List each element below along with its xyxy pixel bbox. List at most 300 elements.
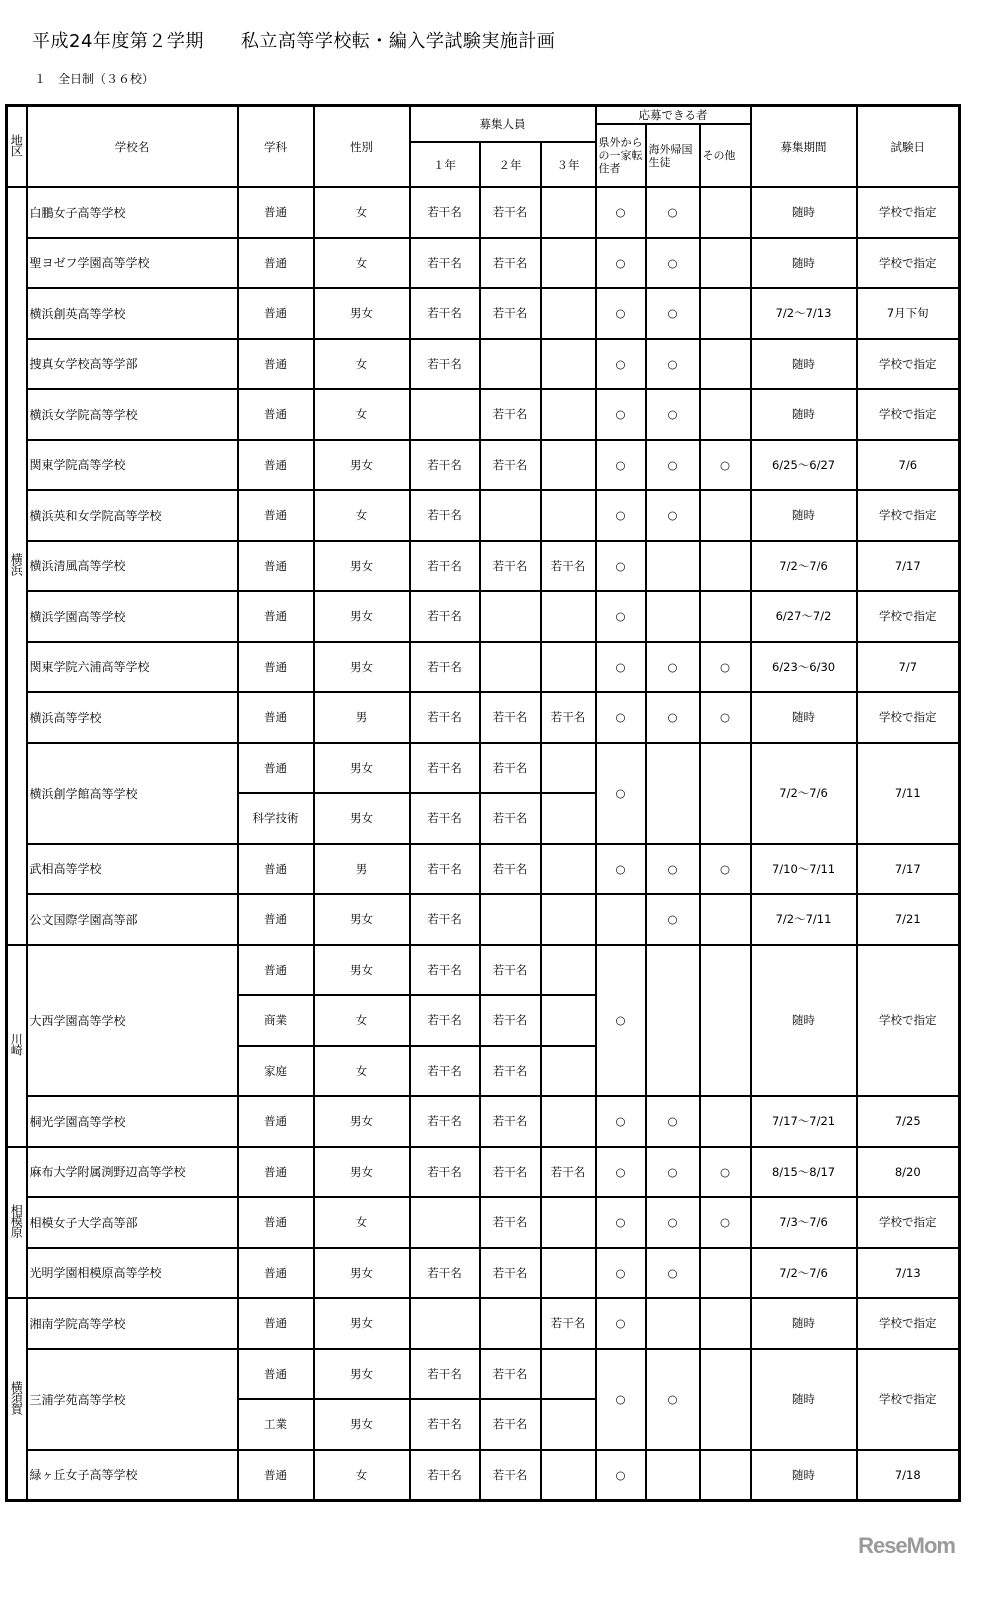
region-cell: [7, 187, 27, 945]
school-name: 関東学院高等学校: [27, 440, 238, 491]
year1-quota: 若干名: [410, 1147, 480, 1198]
dept-cell: 普通: [238, 692, 314, 743]
year2-quota: 若干名: [480, 1197, 541, 1248]
application-period: 随時: [751, 187, 857, 238]
year3-quota: [541, 187, 596, 238]
applicant-relocation-mark: ○: [596, 692, 646, 743]
exam-date: 7/13: [857, 1248, 960, 1299]
year3-quota: [541, 490, 596, 541]
year3-quota: [541, 1349, 596, 1400]
region-label: 横浜: [9, 553, 24, 576]
application-period: 7/2～7/13: [751, 288, 857, 339]
region-cell: [7, 945, 27, 1147]
applicant-returnee-mark: [646, 1298, 700, 1349]
year2-quota: 若干名: [480, 541, 541, 592]
gender-cell: 女: [314, 1046, 410, 1097]
year3-quota: [541, 238, 596, 289]
table-row: [7, 1248, 960, 1299]
table-row: [7, 1298, 960, 1349]
year3-quota: [541, 1096, 596, 1147]
applicant-relocation-mark: ○: [596, 288, 646, 339]
applicant-returnee-mark: ○: [646, 642, 700, 693]
applicant-returnee-mark: [646, 1450, 700, 1501]
dept-cell: 普通: [238, 743, 314, 794]
region-cell: [7, 1147, 27, 1299]
gender-cell: 男女: [314, 440, 410, 491]
year1-quota: 若干名: [410, 844, 480, 895]
school-name: 捜真女学校高等学部: [27, 339, 238, 390]
dept-cell: 普通: [238, 389, 314, 440]
table-row: [7, 591, 960, 642]
applicant-returnee-mark: ○: [646, 238, 700, 289]
applicant-relocation-mark: ○: [596, 1248, 646, 1299]
year3-quota: [541, 894, 596, 945]
year2-quota: 若干名: [480, 743, 541, 794]
exam-date: 学校で指定: [857, 238, 960, 289]
dept-cell: 普通: [238, 440, 314, 491]
applicant-relocation-mark: ○: [596, 844, 646, 895]
applicant-relocation-mark: ○: [596, 1096, 646, 1147]
applicant-other-mark: [700, 238, 751, 289]
school-name: 横浜女学院高等学校: [27, 389, 238, 440]
applicant-other-mark: [700, 541, 751, 592]
applicant-returnee-mark: [646, 743, 700, 844]
year3-quota: [541, 389, 596, 440]
header-gender: 性別: [314, 106, 410, 188]
table-row: [7, 238, 960, 289]
year2-quota: 若干名: [480, 1349, 541, 1400]
year1-quota: 若干名: [410, 1096, 480, 1147]
applicant-other-mark: [700, 1248, 751, 1299]
dept-cell: 普通: [238, 642, 314, 693]
application-period: 随時: [751, 1298, 857, 1349]
applicant-returnee-mark: ○: [646, 844, 700, 895]
applicant-relocation-mark: ○: [596, 1197, 646, 1248]
applicant-other-mark: [700, 591, 751, 642]
applicant-relocation-mark: ○: [596, 743, 646, 844]
gender-cell: 女: [314, 490, 410, 541]
year2-quota: 若干名: [480, 238, 541, 289]
applicant-relocation-mark: ○: [596, 1298, 646, 1349]
school-name: 湘南学院高等学校: [27, 1298, 238, 1349]
table-row: [7, 389, 960, 440]
applicant-other-mark: ○: [700, 692, 751, 743]
dept-cell: 科学技術: [238, 793, 314, 844]
region-label: 横須賀: [9, 1380, 24, 1414]
year1-quota: 若干名: [410, 339, 480, 390]
applicant-other-mark: [700, 339, 751, 390]
exam-date: 学校で指定: [857, 1349, 960, 1450]
exam-schedule-table: [5, 104, 961, 1502]
dept-cell: 普通: [238, 1197, 314, 1248]
dept-cell: 普通: [238, 1450, 314, 1501]
section-heading: １ 全日制（３６校）: [34, 72, 155, 86]
year3-quota: 若干名: [541, 692, 596, 743]
header-year2: ２年: [480, 142, 541, 187]
exam-date: 学校で指定: [857, 591, 960, 642]
year1-quota: [410, 389, 480, 440]
application-period: 6/27～7/2: [751, 591, 857, 642]
gender-cell: 男女: [314, 1399, 410, 1450]
applicant-other-mark: [700, 490, 751, 541]
applicant-relocation-mark: ○: [596, 945, 646, 1097]
year3-quota: [541, 591, 596, 642]
year1-quota: 若干名: [410, 1046, 480, 1097]
header-recruit: 募集人員: [410, 106, 596, 143]
gender-cell: 男: [314, 692, 410, 743]
applicant-returnee-mark: [646, 591, 700, 642]
dept-cell: 普通: [238, 1147, 314, 1198]
header-applicant-returnee: 海外帰国生徒: [646, 124, 700, 187]
exam-date: 学校で指定: [857, 1298, 960, 1349]
year3-quota: [541, 945, 596, 996]
header-region: 地区: [7, 106, 27, 188]
table-row: [7, 1147, 960, 1198]
applicant-other-mark: [700, 1298, 751, 1349]
dept-cell: 普通: [238, 187, 314, 238]
dept-cell: 普通: [238, 339, 314, 390]
gender-cell: 男女: [314, 591, 410, 642]
gender-cell: 男女: [314, 1096, 410, 1147]
region-cell: [7, 1298, 27, 1500]
applicant-other-mark: [700, 743, 751, 844]
applicant-other-mark: [700, 894, 751, 945]
school-name: 関東学院六浦高等学校: [27, 642, 238, 693]
applicant-returnee-mark: ○: [646, 1349, 700, 1450]
table-row: [7, 541, 960, 592]
year1-quota: 若干名: [410, 591, 480, 642]
gender-cell: 男女: [314, 642, 410, 693]
table-row: [7, 894, 960, 945]
application-period: 随時: [751, 238, 857, 289]
year1-quota: 若干名: [410, 541, 480, 592]
year1-quota: 若干名: [410, 187, 480, 238]
application-period: 随時: [751, 692, 857, 743]
applicant-relocation-mark: [596, 894, 646, 945]
gender-cell: 女: [314, 238, 410, 289]
application-period: 随時: [751, 1450, 857, 1501]
gender-cell: 女: [314, 1197, 410, 1248]
header-dept: 学科: [238, 106, 314, 188]
year3-quota: 若干名: [541, 541, 596, 592]
resemom-watermark-logo: ReseMom: [858, 1533, 955, 1558]
application-period: 7/2～7/6: [751, 743, 857, 844]
year1-quota: 若干名: [410, 894, 480, 945]
table-row: [7, 288, 960, 339]
gender-cell: 男女: [314, 1147, 410, 1198]
gender-cell: 女: [314, 339, 410, 390]
table-row: [7, 945, 960, 996]
school-name: 横浜創英高等学校: [27, 288, 238, 339]
table-row: [7, 844, 960, 895]
dept-cell: 普通: [238, 1248, 314, 1299]
year2-quota: 若干名: [480, 288, 541, 339]
applicant-returnee-mark: ○: [646, 288, 700, 339]
header-period: 募集期間: [751, 106, 857, 188]
year3-quota: [541, 743, 596, 794]
year2-quota: 若干名: [480, 1046, 541, 1097]
gender-cell: 女: [314, 187, 410, 238]
dept-cell: 普通: [238, 238, 314, 289]
school-name: 横浜清風高等学校: [27, 541, 238, 592]
header-applicant-other: その他: [700, 124, 751, 187]
year3-quota: [541, 1197, 596, 1248]
table-row: [7, 1096, 960, 1147]
applicant-other-mark: ○: [700, 1197, 751, 1248]
exam-date: 7月下旬: [857, 288, 960, 339]
year1-quota: 若干名: [410, 945, 480, 996]
application-period: 随時: [751, 389, 857, 440]
exam-date: 学校で指定: [857, 490, 960, 541]
table-row: [7, 187, 960, 238]
applicant-other-mark: [700, 288, 751, 339]
table-row: [7, 642, 960, 693]
exam-date: 7/21: [857, 894, 960, 945]
year1-quota: 若干名: [410, 1399, 480, 1450]
region-label: 川崎: [9, 1033, 24, 1055]
year1-quota: 若干名: [410, 793, 480, 844]
gender-cell: 男女: [314, 894, 410, 945]
year1-quota: 若干名: [410, 692, 480, 743]
application-period: 7/2～7/6: [751, 1248, 857, 1299]
year2-quota: 若干名: [480, 440, 541, 491]
applicant-relocation-mark: ○: [596, 187, 646, 238]
year3-quota: [541, 1399, 596, 1450]
application-period: 7/2～7/6: [751, 541, 857, 592]
application-period: 随時: [751, 490, 857, 541]
year1-quota: 若干名: [410, 1248, 480, 1299]
applicant-other-mark: [700, 1349, 751, 1450]
table-row: [7, 490, 960, 541]
header-year1: １年: [410, 142, 480, 187]
exam-date: 学校で指定: [857, 187, 960, 238]
applicant-relocation-mark: ○: [596, 339, 646, 390]
year3-quota: 若干名: [541, 1147, 596, 1198]
year2-quota: [480, 642, 541, 693]
header-applicants: 応募できる者: [596, 106, 751, 125]
applicant-returnee-mark: ○: [646, 1147, 700, 1198]
year2-quota: 若干名: [480, 1450, 541, 1501]
table-row: [7, 1197, 960, 1248]
gender-cell: 男女: [314, 945, 410, 996]
gender-cell: 男女: [314, 1298, 410, 1349]
table-row: [7, 692, 960, 743]
gender-cell: 男女: [314, 288, 410, 339]
applicant-relocation-mark: ○: [596, 591, 646, 642]
year1-quota: 若干名: [410, 490, 480, 541]
school-name: 三浦学苑高等学校: [27, 1349, 238, 1450]
gender-cell: 女: [314, 389, 410, 440]
year2-quota: 若干名: [480, 793, 541, 844]
table-row: [7, 339, 960, 390]
application-period: 6/25～6/27: [751, 440, 857, 491]
application-period: 随時: [751, 945, 857, 1097]
application-period: 7/3～7/6: [751, 1197, 857, 1248]
applicant-returnee-mark: ○: [646, 389, 700, 440]
year3-quota: [541, 339, 596, 390]
school-name: 聖ヨゼフ学園高等学校: [27, 238, 238, 289]
gender-cell: 女: [314, 1450, 410, 1501]
dept-cell: 工業: [238, 1399, 314, 1450]
applicant-relocation-mark: ○: [596, 1147, 646, 1198]
year2-quota: 若干名: [480, 1248, 541, 1299]
school-name: 横浜学園高等学校: [27, 591, 238, 642]
header-school: 学校名: [27, 106, 238, 188]
exam-date: 7/18: [857, 1450, 960, 1501]
school-name: 横浜創学館高等学校: [27, 743, 238, 844]
exam-date: 学校で指定: [857, 389, 960, 440]
document-title: 平成24年度第２学期 私立高等学校転・編入学試験実施計画: [32, 31, 556, 52]
gender-cell: 男女: [314, 793, 410, 844]
applicant-returnee-mark: ○: [646, 440, 700, 491]
year2-quota: 若干名: [480, 1096, 541, 1147]
school-name: 公文国際学園高等部: [27, 894, 238, 945]
exam-date: 7/7: [857, 642, 960, 693]
applicant-returnee-mark: [646, 945, 700, 1097]
year3-quota: [541, 1046, 596, 1097]
school-name: 相模女子大学高等部: [27, 1197, 238, 1248]
year2-quota: [480, 1298, 541, 1349]
applicant-returnee-mark: ○: [646, 490, 700, 541]
exam-date: 7/11: [857, 743, 960, 844]
dept-cell: 普通: [238, 541, 314, 592]
applicant-other-mark: ○: [700, 1147, 751, 1198]
year2-quota: 若干名: [480, 945, 541, 996]
year2-quota: 若干名: [480, 995, 541, 1046]
year3-quota: [541, 1450, 596, 1501]
year1-quota: [410, 1197, 480, 1248]
applicant-returnee-mark: ○: [646, 187, 700, 238]
dept-cell: 普通: [238, 591, 314, 642]
year3-quota: 若干名: [541, 1298, 596, 1349]
exam-date: 学校で指定: [857, 1197, 960, 1248]
applicant-returnee-mark: ○: [646, 894, 700, 945]
applicant-other-mark: [700, 389, 751, 440]
year1-quota: 若干名: [410, 440, 480, 491]
application-period: 7/2～7/11: [751, 894, 857, 945]
year2-quota: [480, 894, 541, 945]
year2-quota: 若干名: [480, 844, 541, 895]
exam-date: 8/20: [857, 1147, 960, 1198]
year3-quota: [541, 288, 596, 339]
applicant-relocation-mark: ○: [596, 238, 646, 289]
dept-cell: 普通: [238, 490, 314, 541]
dept-cell: 商業: [238, 995, 314, 1046]
year1-quota: [410, 1298, 480, 1349]
school-name: 桐光学園高等学校: [27, 1096, 238, 1147]
year3-quota: [541, 995, 596, 1046]
header-applicant-relocation: 県外からの一家転住者: [596, 124, 646, 187]
gender-cell: 男女: [314, 1349, 410, 1400]
applicant-other-mark: ○: [700, 642, 751, 693]
applicant-relocation-mark: ○: [596, 642, 646, 693]
exam-date: 7/6: [857, 440, 960, 491]
dept-cell: 普通: [238, 1096, 314, 1147]
table-body: [7, 187, 960, 1500]
applicant-returnee-mark: [646, 541, 700, 592]
dept-cell: 家庭: [238, 1046, 314, 1097]
dept-cell: 普通: [238, 844, 314, 895]
header-year3: ３年: [541, 142, 596, 187]
application-period: 6/23～6/30: [751, 642, 857, 693]
school-name: 麻布大学附属渕野辺高等学校: [27, 1147, 238, 1198]
school-name: 武相高等学校: [27, 844, 238, 895]
dept-cell: 普通: [238, 1298, 314, 1349]
applicant-other-mark: [700, 1096, 751, 1147]
applicant-relocation-mark: ○: [596, 1349, 646, 1450]
year1-quota: 若干名: [410, 238, 480, 289]
region-label: 相模原: [9, 1204, 24, 1238]
year2-quota: 若干名: [480, 187, 541, 238]
table-row: [7, 440, 960, 491]
dept-cell: 普通: [238, 894, 314, 945]
year2-quota: [480, 339, 541, 390]
year1-quota: 若干名: [410, 288, 480, 339]
applicant-other-mark: [700, 945, 751, 1097]
gender-cell: 男女: [314, 1248, 410, 1299]
application-period: 随時: [751, 339, 857, 390]
year1-quota: 若干名: [410, 642, 480, 693]
year2-quota: 若干名: [480, 1399, 541, 1450]
application-period: 8/15～8/17: [751, 1147, 857, 1198]
exam-date: 7/17: [857, 541, 960, 592]
school-name: 横浜高等学校: [27, 692, 238, 743]
year2-quota: 若干名: [480, 1147, 541, 1198]
applicant-other-mark: [700, 187, 751, 238]
year2-quota: [480, 490, 541, 541]
year2-quota: 若干名: [480, 692, 541, 743]
table-row: [7, 743, 960, 794]
year1-quota: 若干名: [410, 743, 480, 794]
applicant-relocation-mark: ○: [596, 541, 646, 592]
school-name: 大西学園高等学校: [27, 945, 238, 1097]
applicant-other-mark: ○: [700, 440, 751, 491]
school-name: 横浜英和女学院高等学校: [27, 490, 238, 541]
school-name: 緑ヶ丘女子高等学校: [27, 1450, 238, 1501]
gender-cell: 男女: [314, 743, 410, 794]
applicant-other-mark: ○: [700, 844, 751, 895]
application-period: 7/10～7/11: [751, 844, 857, 895]
year1-quota: 若干名: [410, 995, 480, 1046]
application-period: 随時: [751, 1349, 857, 1450]
applicant-relocation-mark: ○: [596, 389, 646, 440]
year1-quota: 若干名: [410, 1450, 480, 1501]
year1-quota: 若干名: [410, 1349, 480, 1400]
year3-quota: [541, 440, 596, 491]
applicant-relocation-mark: ○: [596, 490, 646, 541]
applicant-relocation-mark: ○: [596, 440, 646, 491]
applicant-returnee-mark: ○: [646, 1197, 700, 1248]
application-period: 7/17～7/21: [751, 1096, 857, 1147]
applicant-returnee-mark: ○: [646, 1096, 700, 1147]
school-name: 白鵬女子高等学校: [27, 187, 238, 238]
year2-quota: 若干名: [480, 389, 541, 440]
gender-cell: 女: [314, 995, 410, 1046]
table-row: [7, 1349, 960, 1400]
exam-date: 学校で指定: [857, 945, 960, 1097]
dept-cell: 普通: [238, 288, 314, 339]
header-exam: 試験日: [857, 106, 960, 188]
dept-cell: 普通: [238, 945, 314, 996]
exam-date: 7/25: [857, 1096, 960, 1147]
applicant-returnee-mark: ○: [646, 1248, 700, 1299]
year3-quota: [541, 642, 596, 693]
dept-cell: 普通: [238, 1349, 314, 1400]
year2-quota: [480, 591, 541, 642]
school-name: 光明学園相模原高等学校: [27, 1248, 238, 1299]
year3-quota: [541, 1248, 596, 1299]
applicant-returnee-mark: ○: [646, 339, 700, 390]
